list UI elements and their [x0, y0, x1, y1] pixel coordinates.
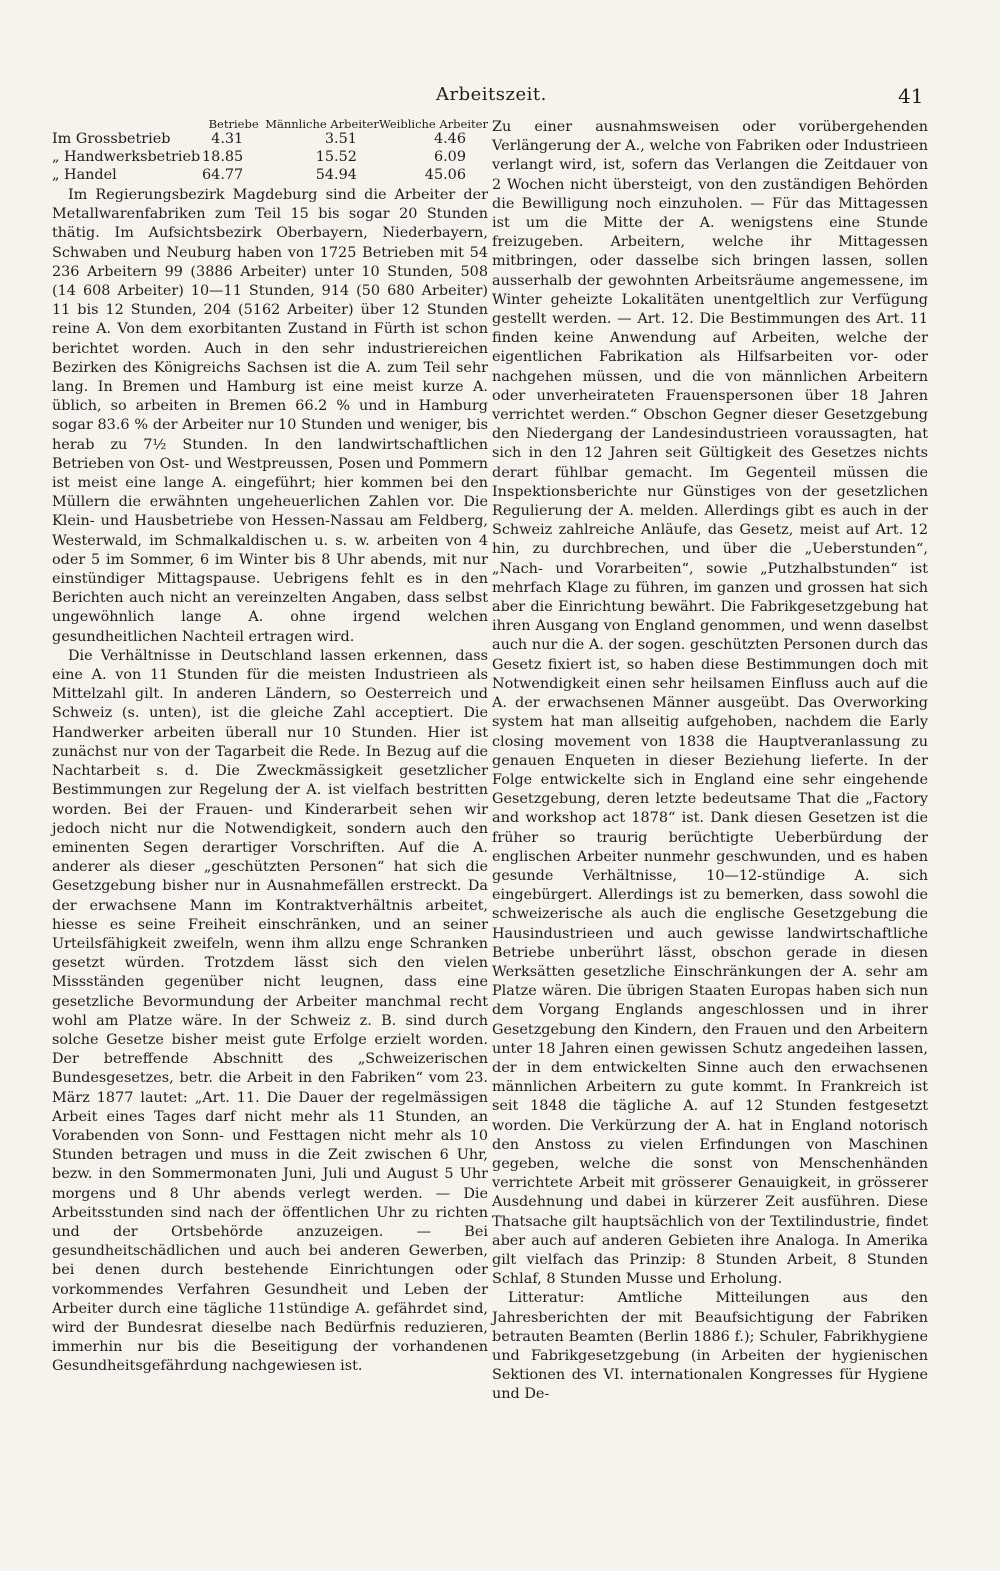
- literature-paragraph: Litteratur: Amtliche Mitteilungen aus den Jahresberichten der mit Beaufsichtigung der Fabriken betrauten Beamten (Berlin 1886 f.); Schuler, Fabrikhygiene und Fabrikgesetzgebung (in Arbeiten der hygienischen Sektionen des VI. internationalen Kongresses für Hygiene und De-: [492, 1290, 928, 1403]
- row-label: Im Grossbetrieb: [52, 131, 171, 147]
- row-maennlich: 15.52: [315, 149, 357, 165]
- table-header-label: [52, 118, 202, 130]
- paragraph: Zu einer ausnahmsweisen oder vorübergehenden Verlängerung der A., welche von Fabriken oder Industrieen verlangt wird, ist, sofern das Verlangen die Zeitdauer von 2 Wochen nicht übersteigt, von den zuständigen Behörden die Bewilligung noch einzuholen. — Für das Mittagessen ist um die Mitte der A. wenigstens eine Stunde freizugeben. Arbeitern, welche ihr Mittagessen mitbringen, oder dasselbe sich bringen lassen, sollen ausserhalb der gewohnten Arbeitsräume angemessene, im Winter geheizte Lokalitäten unentgeltlich zur Verfügung gestellt werden. — Art. 12. Die Bestimmungen des Art. 11 finden keine Anwendung auf Arbeiten, welche der eigentlichen Fabrikation als Hilfsarbeiten vor- oder nachgehen müssen, und die von männlichen Arbeitern oder unverheirateten Frauenspersonen über 18 Jahren verrichtet werden.“ Obschon Gegner dieser Gesetzgebung den Niedergang der Landesindustrieen voraussagten, hat sich in den 12 Jahren seit Gültigkeit des Gesetzes nichts derart fühlbar gemacht. Im Gegenteil müssen die Inspektionsberichte nur Günstiges von der gesetzlichen Regulierung der A. melden. Allerdings gibt es auch in der Schweiz zahlreiche Anläufe, das Gesetz, meist auf Art. 12 hin, zu durchbrechen, und über die „Ueberstunden“, „Nach- und Vorarbeiten“, sowie „Putzhalbstunden“ ist mehrfach Klage zu führen, im ganzen und grossen hat sich aber die Einrichtung bewährt. Die Fabrikgesetzgebung hat ihren Ausgang von England genommen, und wenn daselbst auch nur die A. der sogen. geschützten Personen durch das Gesetz fixiert ist, so haben diese Bestimmungen doch mit Notwendigkeit einen sehr heilsamen Einfluss auch auf die A. der erwachsenen Männer ausgeübt. Das Overworking system hat man allseitig aufgehoben, nachdem die Early closing movement von 1838 die Hauptveranlassung zu genauen Enqueten in dieser Beziehung lieferte. In der Folge entwickelte sich in England eine sehr eingehende Gesetzgebung, deren letzte bedeutsame That die „Factory and workshop act 1878“ ist. Dank diesen Gesetzen ist die früher so traurig berüchtigte Ueberbürdung der englischen Arbeiter nunmehr geschwunden, und es haben gesunde Verhältnisse, 10—12-stündige A. sich eingebürgert. Allerdings ist zu bemerken, dass sowohl die schweizerische als auch die englische Gesetzgebung die Hausindustrieen und auch gewisse landwirtschaftliche Betriebe unberührt lässt, obschon gerade in diesen Werksätten gesetzliche Einschränkungen der A. sehr am Platze wären. Die übrigen Staaten Europas haben sich nun dem Vorgang Englands angeschlossen und in ihrer Gesetzgebung den Kindern, den Frauen und den Arbeitern unter 18 Jahren einen gewissen Schutz angedeihen lassen, der in dem entwickelten Sinne auch den erwachsenen männlichen Arbeitern zu gute kommt. In Frankreich ist seit 1848 die tägliche A. auf 12 Stunden festgesetzt worden. Die Verkürzung der A. hat in England notorisch den Anstoss zu vielen Erfindungen von Maschinen gegeben, welche die sonst von Menschenhänden verrichtete Arbeit mit grösserer Genauigkeit, in grösserer Ausdehnung und dabei in kürzerer Zeit ausführen. Diese Thatsache gilt hauptsächlich von der Textilindustrie, findet aber auch auf anderen Gebieten ihre Analoga. In Amerika gilt vielfach das Prinzip: 8 Stunden Arbeit, 8 Stunden Schlaf, 8 Stunden Musse und Erholung.: [492, 119, 928, 1288]
- row-betriebe: 64.77: [202, 167, 244, 183]
- running-title: Arbeitszeit.: [436, 84, 547, 105]
- left-column: [52, 118, 488, 1377]
- row-label: „ Handwerksbetrieb: [52, 149, 201, 165]
- row-maennlich: 3.51: [324, 131, 357, 147]
- paragraph: Die Verhältnisse in Deutschland lassen erkennen, dass eine A. von 11 Stunden für die meisten Industrieen als Mittelzahl gilt. In anderen Ländern, so Oesterreich und Schweiz (s. unten), ist die gleiche Zahl acceptiert. Die Handwerker arbeiten überall nur 10 Stunden. Hier ist zunächst nur von der Tagarbeit die Rede. In Bezug auf die Nachtarbeit s. d. Die Zweckmässigkeit gesetzlicher Bestimmungen zur Regelung der A. ist vielfach bestritten worden. Bei der Frauen- und Kinderarbeit sehen wir jedoch nicht nur die Notwendigkeit, sondern auch den eminenten Segen derartiger Vorschriften. Auf die A. anderer als dieser „geschützten Personen“ hat sich die Gesetzgebung bisher nur in Ausnahmefällen erstreckt. Da der erwachsene Mann im Kontraktverhältnis arbeitet, hiesse es seine Freiheit einschränken, und an seiner Urteilsfähigkeit zweifeln, wenn ihm allzu enge Schranken gesetzt würden. Trotzdem lässt sich den vielen Missständen gegenüber nicht leugnen, dass eine gesetzliche Bevormundung der Arbeiter manchmal recht wohl am Platze wäre. In der Schweiz z. B. sind durch solche Gesetze bisher meist gute Erfolge erzielt worden. Der betreffende Abschnitt des „Schweizerischen Bundesgesetzes, betr. die Arbeit in den Fabriken“ vom 23. März 1877 lautet: „Art. 11. Die Dauer der regelmässigen Arbeit eines Tages darf nicht mehr als 11 Stunden, an Vorabenden von Sonn- und Festtagen nicht mehr als 10 Stunden betragen und muss in die Zeit zwischen 6 Uhr, bezw. in den Sommermonaten Juni, Juli und August 5 Uhr morgens und 8 Uhr abends verlegt werden. — Die Arbeitsstunden sind nach der öffentlichen Uhr zu richten und der Ortsbehörde anzuzeigen. — Bei gesundheitschädlichen und auch bei anderen Gewerben, bei denen durch bestehende Einrichtungen oder vorkommendes Verfahren Gesundheit und Leben der Arbeiter durch eine tägliche 11stündige A. gefährdet sind, wird der Bundesrat dieselbe nach Bedürfnis reduzieren, immerhin nur bis die Beseitigung der vorhandenen Gesundheitsgefährdung nachgewiesen ist.: [52, 647, 488, 1375]
- table-row: [52, 166, 488, 184]
- table-header-row: [52, 118, 488, 130]
- table-header-betriebe: Betriebe: [208, 117, 259, 131]
- row-weiblich: 45.06: [424, 167, 466, 183]
- right-column: [492, 118, 928, 1405]
- paragraph: Im Regierungsbezirk Magdeburg sind die Arbeiter der Metallwarenfabriken zum Teil 15 bis sogar 20 Stunden thätig. Im Aufsichtsbezirk Oberbayern, Niederbayern, Schwaben und Neuburg haben von 1725 Betrieben mit 54 236 Arbeitern 99 (3886 Arbeiter) unter 10 Stunden, 508 (14 608 Arbeiter) 10—11 Stunden, 914 (50 680 Arbeiter) 11 bis 12 Stunden, 204 (5162 Arbeiter) über 12 Stunden reine A. Von dem exorbitanten Zustand in Fürth ist schon berichtet worden. Auch in den sehr industriereichen Bezirken des Königreichs Sachsen ist die A. zum Teil sehr lang. In Bremen und Hamburg ist eine meist kurze A. üblich, so arbeiten in Bremen 66.2 % und in Hamburg sogar 83.6 % der Arbeiter nur 10 Stunden und weniger, bis herab zu 7½ Stunden. In den landwirtschaftlichen Betrieben von Ost- und Westpreussen, Posen und Pommern ist meist eine lange A. eingeführt; hier kommen bei den Müllern die erwähnten ungeheuerlichen Zahlen vor. Die Klein- und Hausbetriebe von Hessen-Nassau am Feldberg, Westerwald, im Schmalkaldischen u. s. w. arbeiten von 4 oder 5 im Sommer, 6 im Winter bis 8 Uhr abends, mit nur einstündiger Mittagspause. Uebrigens fehlt es in den Berichten auch nicht an vereinzelten Angaben, dass selbst ungewöhnlich lange A. ohne irgend welchen gesundheitlichen Nachteil ertragen wird.: [52, 187, 488, 645]
- row-label: „ Handel: [52, 167, 117, 183]
- row-betriebe: 18.85: [202, 149, 244, 165]
- table-header-weiblich: Weibliche Arbeiter: [378, 117, 488, 131]
- page-number: 41: [898, 84, 924, 108]
- row-weiblich: 6.09: [433, 149, 466, 165]
- table-row: [52, 130, 488, 148]
- table-row: [52, 148, 488, 166]
- row-maennlich: 54.94: [315, 167, 357, 183]
- stats-table: [52, 118, 488, 184]
- row-betriebe: 4.31: [211, 131, 244, 147]
- table-header-maennlich: Männliche Arbeiter: [265, 117, 379, 131]
- row-weiblich: 4.46: [433, 131, 466, 147]
